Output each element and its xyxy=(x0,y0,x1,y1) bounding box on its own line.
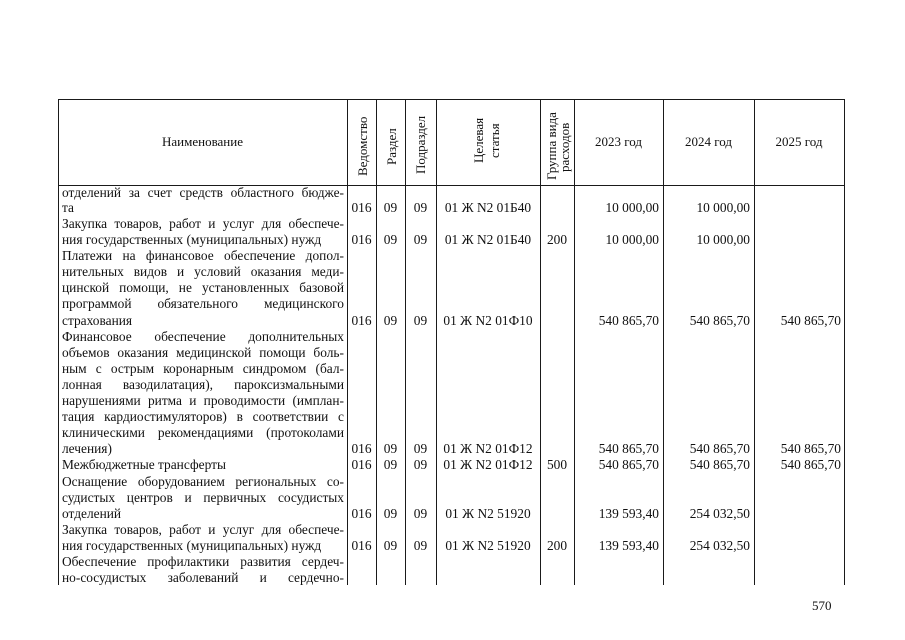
row-target-article: 01 Ж N2 51920 xyxy=(445,538,531,553)
row-target-article: 01 Ж N2 01Б40 xyxy=(444,200,532,215)
row-section: 09 xyxy=(383,313,398,328)
row-value-2023: 540 865,70 xyxy=(598,441,659,456)
row-name-line: Платежи на финансовое обеспечение допол- xyxy=(62,248,344,263)
row-name-line: ния государственных (муниципальных) нужд xyxy=(62,538,322,553)
row-name-line: цинской помощи, не установленных базовой xyxy=(62,280,344,295)
row-target-article: 01 Ж N2 01Ф12 xyxy=(443,457,533,472)
col-border xyxy=(754,99,755,585)
header-name: Наименование xyxy=(162,134,243,149)
col-border xyxy=(58,99,59,585)
row-value-2024: 540 865,70 xyxy=(689,457,750,472)
row-name-line: та xyxy=(62,200,74,215)
header-expense-group-line1: Группа вида xyxy=(544,112,559,180)
row-value-2024: 540 865,70 xyxy=(689,313,750,328)
table-top-border xyxy=(58,99,844,100)
row-value-2023: 540 865,70 xyxy=(598,313,659,328)
row-value-2023: 139 593,40 xyxy=(598,506,659,521)
row-value-2025: 540 865,70 xyxy=(780,457,841,472)
row-department: 016 xyxy=(351,506,372,521)
row-name-line: программой обязательного медицинского xyxy=(62,296,344,311)
row-name-line: страхования xyxy=(62,313,133,328)
row-name-line: нарушениями ритма и проводимости (имплан- xyxy=(62,393,344,408)
row-name-line: ния государственных (муниципальных) нужд xyxy=(62,232,322,247)
row-name-line: Межбюджетные трансферты xyxy=(62,457,226,472)
header-year-2025: 2025 год xyxy=(775,134,823,149)
header-expense-group-line2: расходов xyxy=(557,122,572,172)
row-name-line: ным с острым коронарным синдромом (бал- xyxy=(62,361,344,376)
row-target-article: 01 Ж N2 01Ф12 xyxy=(443,441,533,456)
row-name-line: Обеспечение профилактики развития сердеч- xyxy=(62,554,344,569)
row-department: 016 xyxy=(351,441,372,456)
row-subsection: 09 xyxy=(413,313,428,328)
row-subsection: 09 xyxy=(413,457,428,472)
row-section: 09 xyxy=(383,200,398,215)
row-expense-group: 200 xyxy=(546,538,568,553)
row-name-line: лечения) xyxy=(62,441,112,456)
row-name-line: но-сосудистых заболеваний и сердечно- xyxy=(62,570,344,585)
row-name-line: Оснащение оборудованием региональных со- xyxy=(62,474,344,489)
header-department: Ведомство xyxy=(355,116,370,176)
row-value-2023: 10 000,00 xyxy=(605,200,659,215)
row-name-line: судистых центров и первичных сосудистых xyxy=(62,490,344,505)
header-target-article-line1: Целевая xyxy=(471,117,486,163)
row-target-article: 01 Ж N2 01Ф10 xyxy=(443,313,533,328)
row-subsection: 09 xyxy=(413,538,428,553)
row-value-2025: 540 865,70 xyxy=(780,313,841,328)
header-year-2023: 2023 год xyxy=(595,134,642,149)
row-name-line: нительных видов и условий оказания меди- xyxy=(62,264,344,279)
row-name-line: Закупка товаров, работ и услуг для обеспече- xyxy=(62,216,344,231)
row-department: 016 xyxy=(351,313,372,328)
row-section: 09 xyxy=(383,506,398,521)
col-border xyxy=(540,99,541,585)
row-target-article: 01 Ж N2 01Б40 xyxy=(444,232,532,247)
row-value-2023: 139 593,40 xyxy=(598,538,659,553)
page-number: 570 xyxy=(812,598,832,613)
row-department: 016 xyxy=(351,457,372,472)
row-subsection: 09 xyxy=(413,441,428,456)
row-value-2023: 10 000,00 xyxy=(605,232,659,247)
row-subsection: 09 xyxy=(413,200,428,215)
row-department: 016 xyxy=(351,232,372,247)
row-department: 016 xyxy=(351,200,372,215)
row-name-line: отделений за счет средств областного бюдже- xyxy=(62,185,344,200)
row-name-line: Финансовое обеспечение дополнительных xyxy=(62,329,344,344)
row-value-2025: 540 865,70 xyxy=(780,441,841,456)
row-expense-group: 500 xyxy=(546,457,568,472)
row-section: 09 xyxy=(383,457,398,472)
row-name-line: Закупка товаров, работ и услуг для обеспече- xyxy=(62,522,344,537)
row-department: 016 xyxy=(351,538,372,553)
row-value-2024: 254 032,50 xyxy=(689,538,750,553)
row-value-2024: 10 000,00 xyxy=(696,200,750,215)
row-value-2023: 540 865,70 xyxy=(598,457,659,472)
row-name-line: объемов оказания медицинской помощи боль- xyxy=(62,345,344,360)
row-name-line: отделений xyxy=(62,506,122,521)
col-border xyxy=(844,99,845,585)
row-value-2024: 254 032,50 xyxy=(689,506,750,521)
row-name-line: клиническими рекомендациями (протоколами xyxy=(62,425,344,440)
header-target-article-line2: статья xyxy=(487,123,502,158)
header-subsection: Подраздел xyxy=(413,115,428,174)
row-name-line: лонная вазодилатация), пароксизмальными xyxy=(62,377,344,392)
row-section: 09 xyxy=(383,232,398,247)
row-target-article: 01 Ж N2 51920 xyxy=(445,506,531,521)
row-section: 09 xyxy=(383,538,398,553)
row-subsection: 09 xyxy=(413,506,428,521)
row-subsection: 09 xyxy=(413,232,428,247)
row-section: 09 xyxy=(383,441,398,456)
header-year-2024: 2024 год xyxy=(685,134,732,149)
row-value-2024: 10 000,00 xyxy=(696,232,750,247)
row-value-2024: 540 865,70 xyxy=(689,441,750,456)
header-section: Раздел xyxy=(384,128,399,165)
row-expense-group: 200 xyxy=(546,232,568,247)
row-name-line: тация кардиостимуляторов) в соответствии с xyxy=(62,409,344,424)
